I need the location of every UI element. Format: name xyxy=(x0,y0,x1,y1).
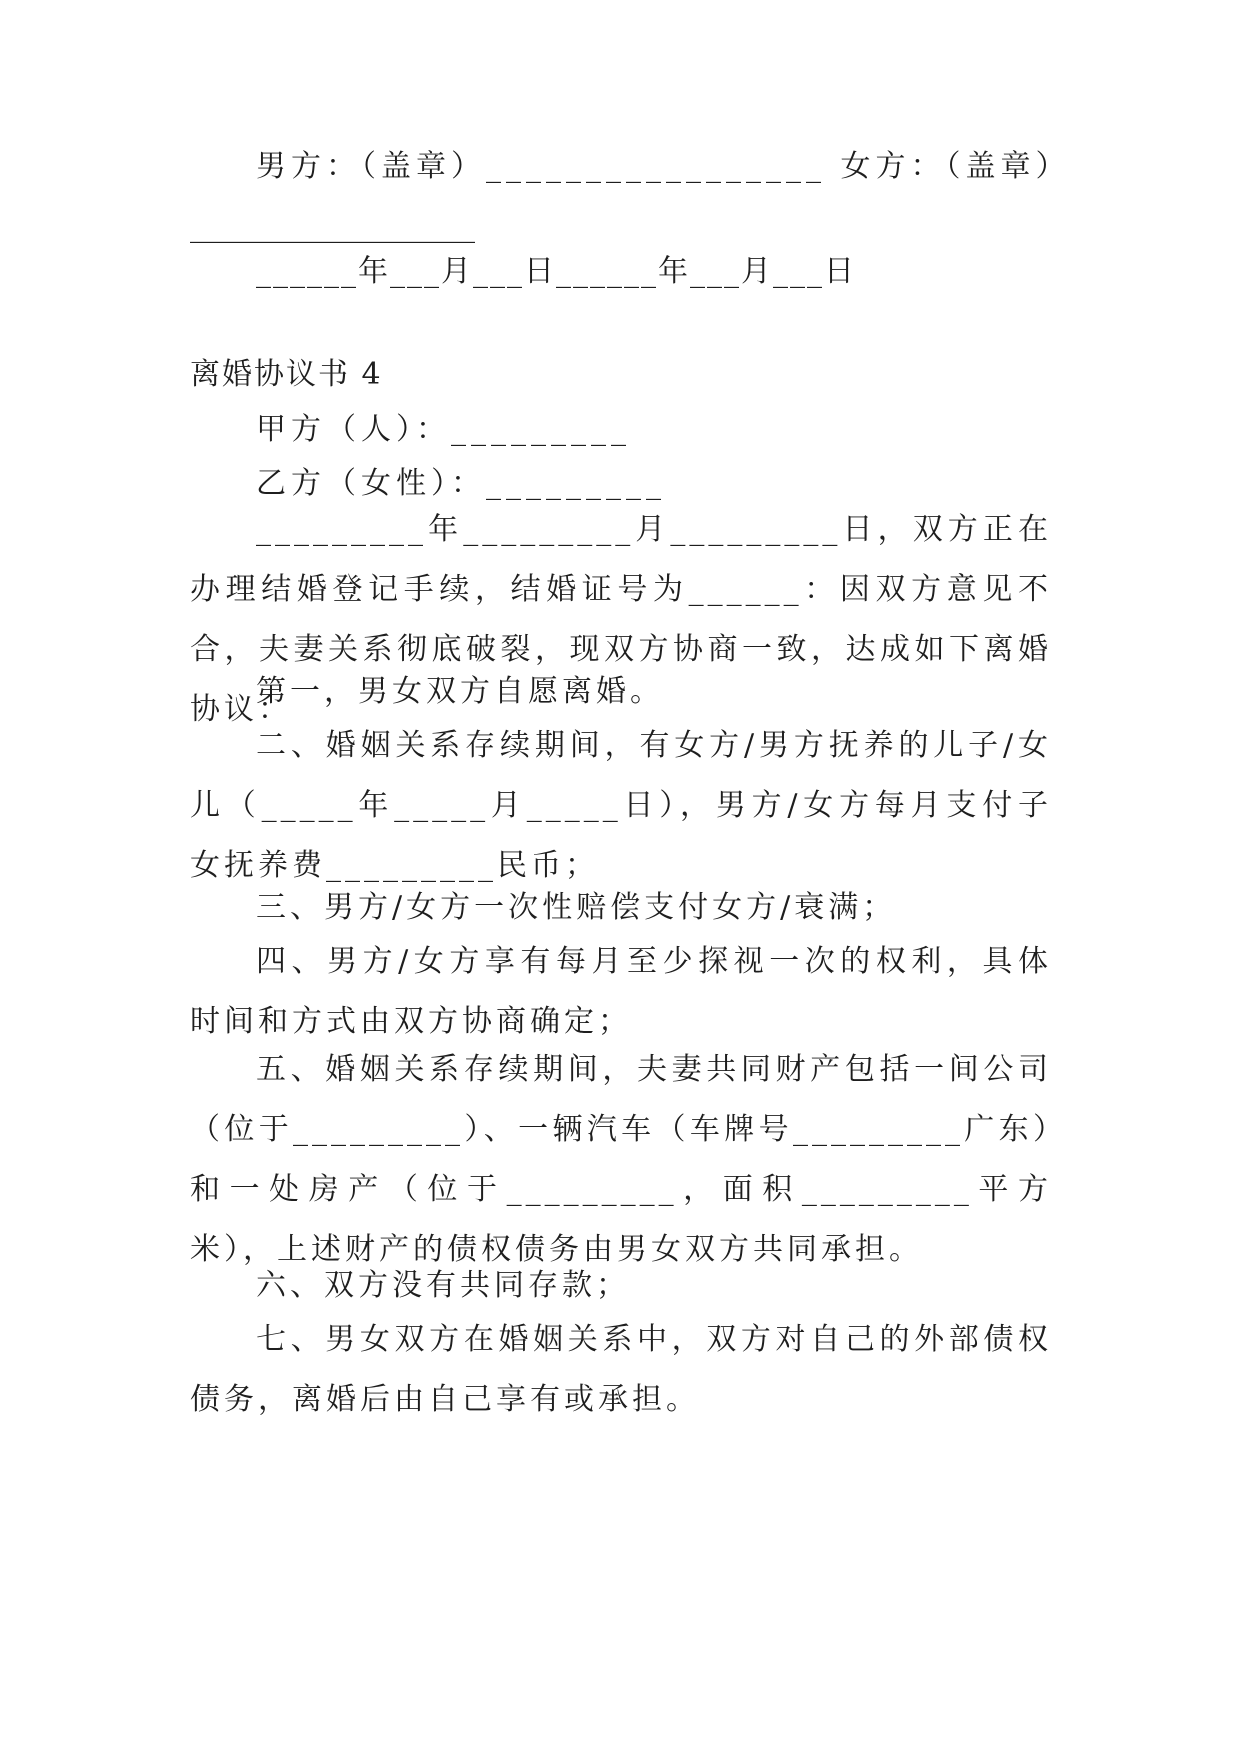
party-b-line: 乙方（女性）：_________ xyxy=(256,466,666,501)
document-title: 离婚协议书 4 xyxy=(190,357,383,392)
signature-underline: ___________________ xyxy=(190,209,475,244)
clause-6: 六、双方没有共同存款； xyxy=(256,1268,630,1303)
signature-date-line: ______年___月___日______年___月___日 xyxy=(256,254,856,289)
clause-5: 五、婚姻关系存续期间，夫妻共同财产包括一间公司（位于_________）、一辆汽车（车牌号_________广东）和一处房产（位于_________，面积_________平方米），上述财产的债权债务由男女双方共同承担。 xyxy=(190,1052,1052,1267)
clause-7: 七、男女双方在婚姻关系中，双方对自己的外部债权债务，离婚后由自己享有或承担。 xyxy=(190,1322,1052,1417)
signature-line: 男方：（盖章）_________________ 女方：（盖章） xyxy=(256,149,1071,184)
clause-1: 第一，男女双方自愿离婚。 xyxy=(256,674,664,709)
clause-3: 三、男方/女方一次性赔偿支付女方/衰满； xyxy=(256,890,897,925)
intro-paragraph: _________年_________月_________日，双方正在办理结婚登记手续，结婚证号为______：因双方意见不合，夫妻关系彻底破裂，现双方协商一致，达成如下离婚协议： xyxy=(190,512,1052,727)
party-a-line: 甲方（人）：_________ xyxy=(256,412,631,447)
clause-4: 四、男方/女方享有每月至少探视一次的权利，具体时间和方式由双方协商确定； xyxy=(190,944,1052,1039)
clause-2: 二、婚姻关系存续期间，有女方/男方抚养的儿子/女儿（_____年_____月_____日），男方/女方每月支付子女抚养费_________民币； xyxy=(190,728,1052,883)
